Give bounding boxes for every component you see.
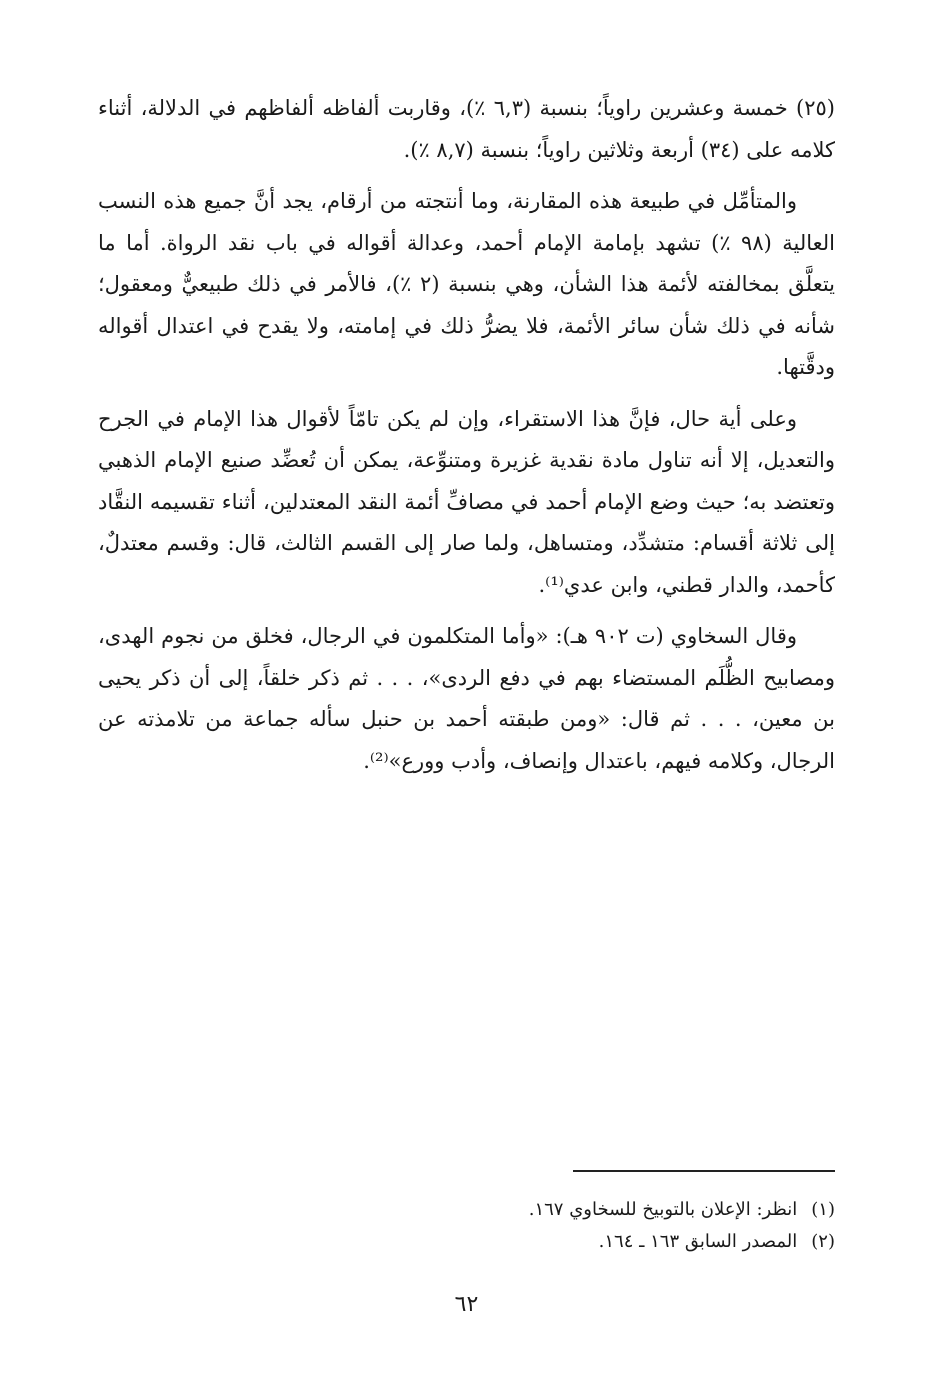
paragraph-4: وقال السخاوي (ت ٩٠٢ هـ): «وأما المتكلمون في الرجال، فخلق من نجوم الهدى، ومصابيح الظُّلَم المستضاء بهم في دفع الردى»، . . . ثم ذكر خلقاً، إلى أن ذكر يحيى بن معين، . . . ثم قال: «ومن طبقته أحمد بن حنبل سأله جماعة من تلامذته عن الرجال، وكلامه فيهم، باعتدال وإنصاف، وأدب وورع»⁽²⁾. <box>98 624 835 773</box>
footnote-2 <box>98 1226 835 1258</box>
footnote-2-text: المصدر السابق ١٦٣ ـ ١٦٤. <box>598 1231 798 1252</box>
paragraph-1: (٢٥) خمسة وعشرين راوياً؛ بنسبة (٦,٣ ٪)، وقاربت ألفاظه ألفاظهم في الدلالة، أثناء كلامه على (٣٤) أربعة وثلاثين راوياً؛ بنسبة (٨,٧ ٪). <box>98 96 835 162</box>
page-number: ٦٢ <box>454 1292 479 1317</box>
footnote-2-number: (٢) <box>811 1231 835 1252</box>
footnote-1-text: انظر: الإعلان بالتوبيخ للسخاوي ١٦٧. <box>528 1199 798 1220</box>
footnote-1-number: (١) <box>811 1199 835 1220</box>
footnote-divider <box>573 1170 835 1172</box>
page-body <box>98 88 835 1288</box>
paragraph-3: وعلى أية حال، فإنَّ هذا الاستقراء، وإن لم يكن تامّاً لأقوال هذا الإمام في الجرح والتعديل، إلا أنه تناول مادة نقدية غزيرة ومتنوِّعة، يمكن أن تُعضِّد صنيع الإمام الذهبي وتعتضد به؛ حيث وضع الإمام أحمد في مصافِّ أئمة النقد المعتدلين، أثناء تقسيمه النقَّاد إلى ثلاثة أقسام: متشدِّد، ومتساهل، ولما صار إلى القسم الثالث، قال: وقسم معتدلٌ، كأحمد، والدار قطني، وابن عدي⁽¹⁾. <box>98 406 835 597</box>
paragraph-2: والمتأمِّل في طبيعة هذه المقارنة، وما أنتجته من أرقام، يجد أنَّ جميع هذه النسب العالية (٩٨ ٪) تشهد بإمامة الإمام أحمد، وعدالة أقواله في باب نقد الرواة. أما ما يتعلَّق بمخالفته لأئمة هذا الشأن، وهي بنسبة (٢ ٪)، فالأمر في ذلك طبيعيٌّ ومعقول؛ شأنه في ذلك شأن سائر الأئمة، فلا يضرُّ ذلك في إمامته، ولا يقدح في اعتدال أقواله ودقَّتها. <box>98 189 836 379</box>
footnotes-section <box>98 1170 835 1258</box>
footnote-1 <box>98 1194 835 1226</box>
